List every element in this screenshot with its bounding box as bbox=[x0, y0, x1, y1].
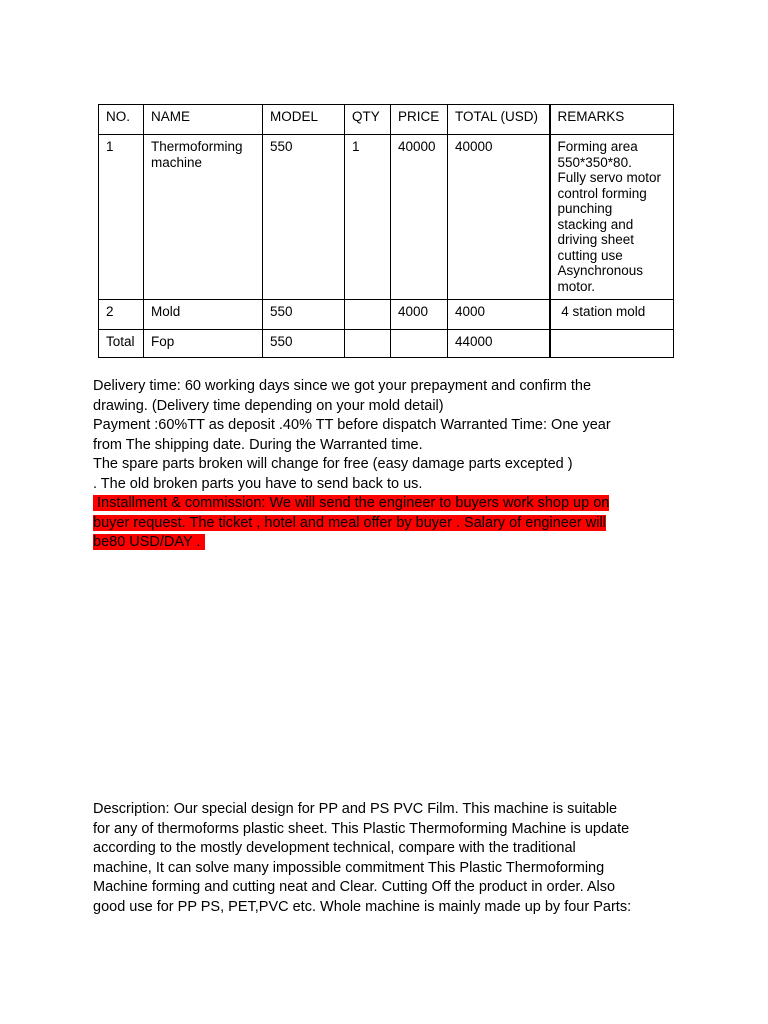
header-name: NAME bbox=[144, 105, 263, 135]
header-qty: QTY bbox=[345, 105, 391, 135]
text-line: drawing. (Delivery time depending on your mold detail) bbox=[93, 397, 444, 414]
installation-line bbox=[93, 514, 683, 534]
terms-paragraph bbox=[93, 377, 683, 553]
installation-line bbox=[93, 533, 683, 553]
header-remarks: REMARKS bbox=[550, 105, 674, 135]
text-line: Payment :60%TT as deposit .40% TT before dispatch Warranted Time: One year bbox=[93, 417, 611, 433]
text-line: according to the mostly development technical, compare with the traditional bbox=[93, 840, 576, 856]
highlighted-text: be80 USD/DAY . bbox=[93, 534, 205, 550]
remarks-line: cutting use bbox=[557, 247, 623, 263]
description-paragraph bbox=[93, 800, 683, 917]
remarks-line: 550*350*80. bbox=[557, 154, 632, 170]
remarks-line: Fully servo motor bbox=[557, 170, 662, 185]
header-total: TOTAL (USD) bbox=[448, 105, 550, 135]
cell-no: 1 bbox=[99, 135, 144, 300]
cell-remarks bbox=[550, 135, 674, 300]
cell-qty: 1 bbox=[345, 135, 391, 300]
quotation-table bbox=[98, 104, 674, 358]
cell-price: 4000 bbox=[391, 300, 448, 330]
cell-name: Mold bbox=[144, 300, 263, 330]
remarks-line: Asynchronous bbox=[557, 263, 644, 278]
text-line: Description: Our special design for PP and PS PVC Film. This machine is suitable bbox=[93, 801, 618, 817]
text-line: . The old broken parts you have to send back to us. bbox=[93, 475, 423, 492]
cell-remarks: 4 station mold bbox=[550, 300, 674, 330]
cell-name bbox=[144, 135, 263, 300]
cell-name-line: machine bbox=[151, 154, 203, 170]
header-price: PRICE bbox=[391, 105, 448, 135]
cell-price: 40000 bbox=[391, 135, 448, 300]
cell-qty bbox=[345, 300, 391, 330]
remarks-line: Forming area bbox=[557, 139, 638, 154]
cell-no: 2 bbox=[99, 300, 144, 330]
cell-name-line: Thermoforming bbox=[151, 139, 243, 154]
cell-remarks bbox=[550, 330, 674, 358]
text-line: The spare parts broken will change for free (easy damage parts excepted ) bbox=[93, 456, 573, 472]
installation-line bbox=[93, 494, 683, 514]
cell-total: 4000 bbox=[448, 300, 550, 330]
highlighted-text: buyer request. The ticket , hotel and meal offer by buyer . Salary of engineer will bbox=[93, 514, 606, 531]
cell-model: 550 bbox=[263, 300, 345, 330]
cell-model: 550 bbox=[263, 330, 345, 358]
table-row bbox=[99, 300, 674, 330]
remarks-line: driving sheet bbox=[557, 232, 635, 247]
text-line: Delivery time: 60 working days since we got your prepayment and confirm the bbox=[93, 378, 592, 394]
text-line: Machine forming and cutting neat and Clear. Cutting Off the product in order. Also bbox=[93, 879, 616, 895]
header-no: NO. bbox=[99, 105, 144, 135]
text-line: from The shipping date. During the Warranted time. bbox=[93, 436, 423, 453]
text-line: machine, It can solve many impossible commitment This Plastic Thermoforming bbox=[93, 859, 605, 876]
remarks-line: stacking and bbox=[557, 216, 634, 232]
text-line: good use for PP PS, PET,PVC etc. Whole machine is mainly made up by four Parts: bbox=[93, 898, 632, 915]
cell-price bbox=[391, 330, 448, 358]
remarks-line: punching bbox=[557, 201, 613, 216]
highlighted-text: Installment & commission: We will send the engineer to buyers work shop up on bbox=[93, 495, 610, 511]
cell-no: Total bbox=[99, 330, 144, 358]
cell-total: 44000 bbox=[448, 330, 550, 358]
header-model: MODEL bbox=[263, 105, 345, 135]
remarks-line: motor. bbox=[557, 278, 596, 294]
remarks-line: control forming bbox=[557, 185, 647, 201]
table-row bbox=[99, 135, 674, 300]
table-total-row bbox=[99, 330, 674, 358]
cell-model: 550 bbox=[263, 135, 345, 300]
cell-name: Fop bbox=[144, 330, 263, 358]
text-line: for any of thermoforms plastic sheet. This Plastic Thermoforming Machine is update bbox=[93, 820, 630, 837]
cell-total: 40000 bbox=[448, 135, 550, 300]
cell-qty bbox=[345, 330, 391, 358]
table-header-row bbox=[99, 105, 674, 135]
